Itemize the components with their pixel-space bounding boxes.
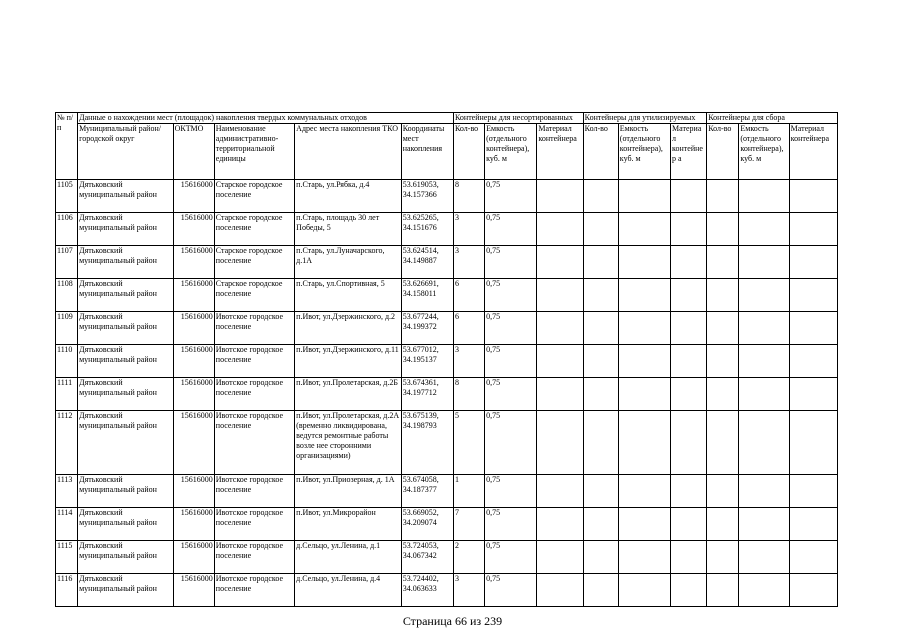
table-row xyxy=(56,508,838,541)
row-collection-material xyxy=(789,312,837,345)
row-unsorted-material xyxy=(537,541,583,574)
row-collection-capacity xyxy=(739,213,789,246)
row-collection-count xyxy=(707,279,739,312)
table-row xyxy=(56,312,838,345)
header-collection-material: Материал контейнера xyxy=(789,124,837,180)
row-coords: 53.626691, 34.158011 xyxy=(401,279,453,312)
row-admin-unit: Ивотское городское поселение xyxy=(214,312,294,345)
row-oktmo: 15616000 xyxy=(173,312,214,345)
row-admin-unit: Старское городское поселение xyxy=(214,279,294,312)
row-number: 1109 xyxy=(56,312,78,345)
row-unsorted-material xyxy=(537,246,583,279)
row-recycled-material xyxy=(671,541,707,574)
row-unsorted-capacity: 0,75 xyxy=(485,541,537,574)
row-admin-unit: Ивотское городское поселение xyxy=(214,508,294,541)
row-admin-unit: Ивотское городское поселение xyxy=(214,574,294,607)
row-collection-material xyxy=(789,475,837,508)
row-recycled-count xyxy=(583,345,618,378)
row-collection-count xyxy=(707,345,739,378)
row-admin-unit: Старское городское поселение xyxy=(214,213,294,246)
row-unsorted-count: 3 xyxy=(453,574,484,607)
row-collection-count xyxy=(707,541,739,574)
row-coords: 53.624514, 34.149887 xyxy=(401,246,453,279)
row-coords: 53.675139, 34.198793 xyxy=(401,411,453,475)
row-number: 1108 xyxy=(56,279,78,312)
row-collection-capacity xyxy=(739,475,789,508)
row-oktmo: 15616000 xyxy=(173,246,214,279)
row-unsorted-count: 5 xyxy=(453,411,484,475)
row-recycled-material xyxy=(671,378,707,411)
row-district: Дятьковский муниципальный район xyxy=(78,541,173,574)
row-address: п.Ивот, ул.Пролетарская, д.2Б xyxy=(295,378,402,411)
header-oktmo: ОКТМО xyxy=(173,124,214,180)
row-number: 1110 xyxy=(56,345,78,378)
header-unsorted-material: Материал контейнера xyxy=(537,124,583,180)
row-collection-material xyxy=(789,411,837,475)
header-recycled-group: Контейнеры для утилизируемых xyxy=(583,113,707,124)
row-district: Дятьковский муниципальный район xyxy=(78,180,173,213)
row-recycled-capacity xyxy=(618,508,670,541)
row-unsorted-capacity: 0,75 xyxy=(485,378,537,411)
row-coords: 53.677012, 34.195137 xyxy=(401,345,453,378)
table-row xyxy=(56,541,838,574)
row-collection-capacity xyxy=(739,180,789,213)
row-collection-material xyxy=(789,213,837,246)
row-recycled-capacity xyxy=(618,279,670,312)
row-collection-material xyxy=(789,279,837,312)
row-unsorted-count: 7 xyxy=(453,508,484,541)
row-coords: 53.674361, 34.197712 xyxy=(401,378,453,411)
row-collection-count xyxy=(707,180,739,213)
row-collection-material xyxy=(789,378,837,411)
header-collection-count: Кол-во xyxy=(707,124,739,180)
row-recycled-material xyxy=(671,411,707,475)
table-row xyxy=(56,213,838,246)
row-collection-capacity xyxy=(739,541,789,574)
row-oktmo: 15616000 xyxy=(173,213,214,246)
row-collection-material xyxy=(789,246,837,279)
row-recycled-capacity xyxy=(618,213,670,246)
row-district: Дятьковский муниципальный район xyxy=(78,279,173,312)
row-unsorted-material xyxy=(537,475,583,508)
header-admin-unit: Наименование административно-территориальной единицы xyxy=(214,124,294,180)
table-row xyxy=(56,574,838,607)
row-unsorted-capacity: 0,75 xyxy=(485,180,537,213)
row-unsorted-capacity: 0,75 xyxy=(485,345,537,378)
row-recycled-capacity xyxy=(618,312,670,345)
row-admin-unit: Ивотское городское поселение xyxy=(214,541,294,574)
row-collection-count xyxy=(707,574,739,607)
row-number: 1113 xyxy=(56,475,78,508)
row-address: д.Сельцо, ул.Ленина, д.1 xyxy=(295,541,402,574)
row-oktmo: 15616000 xyxy=(173,378,214,411)
row-recycled-capacity xyxy=(618,411,670,475)
header-unsorted-count: Кол-во xyxy=(453,124,484,180)
row-admin-unit: Старское городское поселение xyxy=(214,246,294,279)
row-recycled-count xyxy=(583,246,618,279)
row-unsorted-material xyxy=(537,312,583,345)
table-row xyxy=(56,246,838,279)
row-collection-capacity xyxy=(739,312,789,345)
header-recycled-material: Материал контейнер а xyxy=(671,124,707,180)
row-collection-count xyxy=(707,378,739,411)
row-address: п.Ивот, ул.Пролетарская, д.2А (временно ликвидирована, ведутся ремонтные работы возле нее сторонними организациями) xyxy=(295,411,402,475)
row-unsorted-count: 6 xyxy=(453,279,484,312)
header-unsorted-capacity: Емкость (отдельного контейнера), куб. м xyxy=(485,124,537,180)
header-collection-capacity: Емкость (отдельного контейнера), куб. м xyxy=(739,124,789,180)
row-collection-material xyxy=(789,345,837,378)
row-unsorted-count: 8 xyxy=(453,378,484,411)
row-oktmo: 15616000 xyxy=(173,279,214,312)
row-recycled-count xyxy=(583,180,618,213)
row-unsorted-material xyxy=(537,574,583,607)
header-municipal: Муниципальный район/городской округ xyxy=(78,124,173,180)
row-recycled-count xyxy=(583,279,618,312)
row-number: 1116 xyxy=(56,574,78,607)
row-number: 1106 xyxy=(56,213,78,246)
row-unsorted-capacity: 0,75 xyxy=(485,508,537,541)
row-district: Дятьковский муниципальный район xyxy=(78,574,173,607)
row-coords: 53.677244, 34.199372 xyxy=(401,312,453,345)
row-unsorted-count: 1 xyxy=(453,475,484,508)
row-recycled-capacity xyxy=(618,345,670,378)
row-district: Дятьковский муниципальный район xyxy=(78,508,173,541)
header-unsorted-group: Контейнеры для несортированных xyxy=(453,113,583,124)
row-collection-count xyxy=(707,312,739,345)
row-unsorted-material xyxy=(537,180,583,213)
row-recycled-material xyxy=(671,345,707,378)
row-unsorted-count: 6 xyxy=(453,312,484,345)
row-unsorted-capacity: 0,75 xyxy=(485,475,537,508)
page-number: Страница 66 из 239 xyxy=(402,614,503,628)
row-unsorted-material xyxy=(537,279,583,312)
row-address: п.Старь, ул.Луначарского, д.1А xyxy=(295,246,402,279)
row-district: Дятьковский муниципальный район xyxy=(78,475,173,508)
row-unsorted-count: 2 xyxy=(453,541,484,574)
row-address: д.Сельцо, ул.Ленина, д.4 xyxy=(295,574,402,607)
header-address: Адрес места накопления ТКО xyxy=(295,124,402,180)
row-district: Дятьковский муниципальный район xyxy=(78,345,173,378)
row-coords: 53.619053, 34.157366 xyxy=(401,180,453,213)
container-sites-table xyxy=(55,112,838,607)
row-unsorted-count: 3 xyxy=(453,345,484,378)
row-recycled-material xyxy=(671,312,707,345)
row-district: Дятьковский муниципальный район xyxy=(78,378,173,411)
row-admin-unit: Ивотское городское поселение xyxy=(214,378,294,411)
row-number: 1114 xyxy=(56,508,78,541)
row-collection-material xyxy=(789,574,837,607)
row-address: п.Старь, ул.Рябка, д.4 xyxy=(295,180,402,213)
row-admin-unit: Ивотское городское поселение xyxy=(214,345,294,378)
row-recycled-count xyxy=(583,475,618,508)
table-body xyxy=(56,180,838,607)
row-unsorted-capacity: 0,75 xyxy=(485,312,537,345)
row-recycled-capacity xyxy=(618,180,670,213)
row-oktmo: 15616000 xyxy=(173,345,214,378)
row-unsorted-material xyxy=(537,213,583,246)
row-recycled-count xyxy=(583,508,618,541)
row-address: п.Ивот, ул.Приозерная, д. 1А xyxy=(295,475,402,508)
row-oktmo: 15616000 xyxy=(173,541,214,574)
row-collection-count xyxy=(707,475,739,508)
row-recycled-capacity xyxy=(618,574,670,607)
row-collection-material xyxy=(789,541,837,574)
row-district: Дятьковский муниципальный район xyxy=(78,246,173,279)
row-unsorted-material xyxy=(537,378,583,411)
row-coords: 53.724053, 34.067342 xyxy=(401,541,453,574)
row-collection-capacity xyxy=(739,574,789,607)
row-recycled-count xyxy=(583,213,618,246)
row-collection-capacity xyxy=(739,345,789,378)
row-collection-count xyxy=(707,411,739,475)
row-recycled-count xyxy=(583,574,618,607)
row-admin-unit: Ивотское городское поселение xyxy=(214,411,294,475)
row-address: п.Ивот, ул.Микрорайон xyxy=(295,508,402,541)
row-coords: 53.625265, 34.151676 xyxy=(401,213,453,246)
row-unsorted-capacity: 0,75 xyxy=(485,574,537,607)
header-recycled-capacity: Емкость (отдельного контейнера), куб. м xyxy=(618,124,670,180)
row-district: Дятьковский муниципальный район xyxy=(78,213,173,246)
row-unsorted-count: 8 xyxy=(453,180,484,213)
table-row xyxy=(56,345,838,378)
header-location-group: Данные о нахождении мест (площадок) накопления твердых коммунальных отходов xyxy=(78,113,454,124)
row-unsorted-material xyxy=(537,345,583,378)
row-recycled-count xyxy=(583,378,618,411)
row-collection-capacity xyxy=(739,411,789,475)
row-collection-count xyxy=(707,508,739,541)
row-unsorted-material xyxy=(537,411,583,475)
row-recycled-material xyxy=(671,475,707,508)
row-collection-material xyxy=(789,180,837,213)
row-collection-capacity xyxy=(739,378,789,411)
row-oktmo: 15616000 xyxy=(173,508,214,541)
row-admin-unit: Старское городское поселение xyxy=(214,180,294,213)
row-district: Дятьковский муниципальный район xyxy=(78,411,173,475)
row-recycled-material xyxy=(671,574,707,607)
row-recycled-capacity xyxy=(618,475,670,508)
table-header-row-columns xyxy=(56,124,838,180)
header-recycled-count: Кол-во xyxy=(583,124,618,180)
row-coords: 53.674058, 34.187377 xyxy=(401,475,453,508)
row-recycled-count xyxy=(583,411,618,475)
header-collection-group: Контейнеры для сбора xyxy=(707,113,838,124)
header-coords: Координаты мест накопления xyxy=(401,124,453,180)
row-number: 1105 xyxy=(56,180,78,213)
row-recycled-material xyxy=(671,213,707,246)
row-recycled-material xyxy=(671,180,707,213)
row-unsorted-count: 3 xyxy=(453,246,484,279)
row-unsorted-capacity: 0,75 xyxy=(485,279,537,312)
header-num: № п/п xyxy=(56,113,78,180)
row-recycled-capacity xyxy=(618,246,670,279)
row-number: 1115 xyxy=(56,541,78,574)
table-header-row-groups xyxy=(56,113,838,124)
row-recycled-capacity xyxy=(618,378,670,411)
row-admin-unit: Ивотское городское поселение xyxy=(214,475,294,508)
row-coords: 53.669052, 34.209074 xyxy=(401,508,453,541)
row-collection-capacity xyxy=(739,508,789,541)
row-recycled-count xyxy=(583,312,618,345)
row-collection-count xyxy=(707,246,739,279)
row-address: п.Старь, ул.Спортивная, 5 xyxy=(295,279,402,312)
row-unsorted-count: 3 xyxy=(453,213,484,246)
row-district: Дятьковский муниципальный район xyxy=(78,312,173,345)
table-row xyxy=(56,279,838,312)
row-collection-count xyxy=(707,213,739,246)
row-recycled-material xyxy=(671,279,707,312)
row-collection-material xyxy=(789,508,837,541)
row-oktmo: 15616000 xyxy=(173,475,214,508)
row-oktmo: 15616000 xyxy=(173,411,214,475)
row-recycled-count xyxy=(583,541,618,574)
row-unsorted-capacity: 0,75 xyxy=(485,246,537,279)
row-oktmo: 15616000 xyxy=(173,574,214,607)
row-address: п.Ивот, ул.Дзержинского, д.2 xyxy=(295,312,402,345)
row-collection-capacity xyxy=(739,279,789,312)
row-number: 1112 xyxy=(56,411,78,475)
table-row xyxy=(56,411,838,475)
row-unsorted-capacity: 0,75 xyxy=(485,411,537,475)
row-number: 1111 xyxy=(56,378,78,411)
table-row xyxy=(56,475,838,508)
row-unsorted-capacity: 0,75 xyxy=(485,213,537,246)
row-address: п.Старь, площадь 30 лет Победы, 5 xyxy=(295,213,402,246)
row-recycled-material xyxy=(671,246,707,279)
table-row xyxy=(56,180,838,213)
row-address: п.Ивот, ул.Дзержинского, д.11 xyxy=(295,345,402,378)
row-unsorted-material xyxy=(537,508,583,541)
row-recycled-capacity xyxy=(618,541,670,574)
row-collection-capacity xyxy=(739,246,789,279)
row-coords: 53.724402, 34.063633 xyxy=(401,574,453,607)
row-oktmo: 15616000 xyxy=(173,180,214,213)
row-recycled-material xyxy=(671,508,707,541)
row-number: 1107 xyxy=(56,246,78,279)
table-row xyxy=(56,378,838,411)
